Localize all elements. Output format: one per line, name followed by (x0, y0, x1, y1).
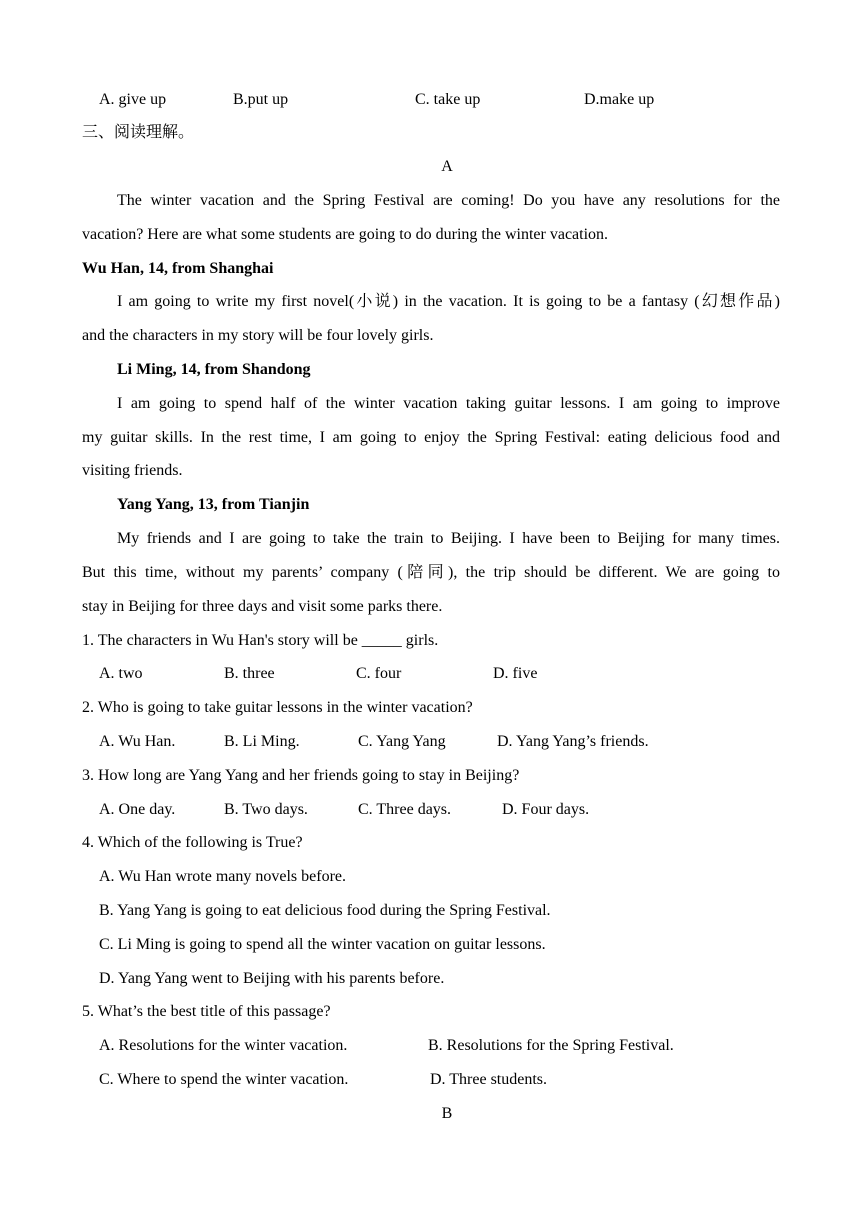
question-stem-4: 4. Which of the following is True? (82, 834, 303, 851)
q3-option-b: B. Two days. (224, 801, 308, 818)
student-text-line: and the characters in my story will be four lovely girls. (82, 327, 434, 344)
student-text-line: I am going to write my first novel(小说) in the vacation. It is going to be a fantasy (幻想作品) (117, 293, 780, 310)
q3-option-a: A. One day. (99, 801, 176, 818)
student-text-line: my guitar skills. In the rest time, I am going to enjoy the Spring Festival: eating delicious food and (82, 429, 780, 446)
q1-option-d: D. five (493, 665, 538, 682)
q5-option-a: A. Resolutions for the winter vacation. (99, 1037, 348, 1054)
student-name-wu-han: Wu Han, 14, from Shanghai (82, 260, 274, 277)
question-stem-2: 2. Who is going to take guitar lessons in the winter vacation? (82, 699, 473, 716)
prev-option-b: B.put up (233, 91, 289, 108)
q1-option-b: B. three (224, 665, 275, 682)
next-passage-label: B (441, 1105, 453, 1122)
prev-option-a: A. give up (99, 91, 167, 108)
student-text-line: visiting friends. (82, 462, 183, 479)
q3-option-d: D. Four days. (502, 801, 590, 818)
q5-option-c: C. Where to spend the winter vacation. (99, 1071, 349, 1088)
q5-option-b: B. Resolutions for the Spring Festival. (428, 1037, 674, 1054)
q1-option-c: C. four (356, 665, 402, 682)
q2-option-a: A. Wu Han. (99, 733, 176, 750)
section-heading: 三、阅读理解。 (82, 124, 195, 141)
q4-option-d: D. Yang Yang went to Beijing with his parents before. (99, 970, 445, 987)
student-text-line: My friends and I are going to take the train to Beijing. I have been to Beijing for many times. (117, 530, 780, 547)
question-stem-5: 5. What’s the best title of this passage? (82, 1003, 331, 1020)
prev-option-c: C. take up (415, 91, 481, 108)
student-text-line: stay in Beijing for three days and visit some parks there. (82, 598, 443, 615)
student-text-line: But this time, without my parents’ company (陪同), the trip should be different. We are going to (82, 564, 780, 581)
question-stem-1: 1. The characters in Wu Han's story will be _____ girls. (82, 632, 439, 649)
q5-option-d: D. Three students. (430, 1071, 548, 1088)
q1-option-a: A. two (99, 665, 143, 682)
student-name-yang-yang: Yang Yang, 13, from Tianjin (117, 496, 310, 513)
intro-line-1: The winter vacation and the Spring Festival are coming! Do you have any resolutions for the (117, 192, 780, 209)
q4-option-c: C. Li Ming is going to spend all the winter vacation on guitar lessons. (99, 936, 546, 953)
q4-option-a: A. Wu Han wrote many novels before. (99, 868, 346, 885)
student-text-line: I am going to spend half of the winter vacation taking guitar lessons. I am going to improve (117, 395, 780, 412)
passage-label: A (441, 158, 453, 175)
q3-option-c: C. Three days. (358, 801, 452, 818)
q4-option-b: B. Yang Yang is going to eat delicious food during the Spring Festival. (99, 902, 551, 919)
q2-option-c: C. Yang Yang (358, 733, 446, 750)
prev-option-d: D.make up (584, 91, 655, 108)
intro-line-2: vacation? Here are what some students are going to do during the winter vacation. (82, 226, 609, 243)
q2-option-d: D. Yang Yang’s friends. (497, 733, 649, 750)
q2-option-b: B. Li Ming. (224, 733, 300, 750)
student-name-li-ming: Li Ming, 14, from Shandong (117, 361, 311, 378)
question-stem-3: 3. How long are Yang Yang and her friends going to stay in Beijing? (82, 767, 520, 784)
